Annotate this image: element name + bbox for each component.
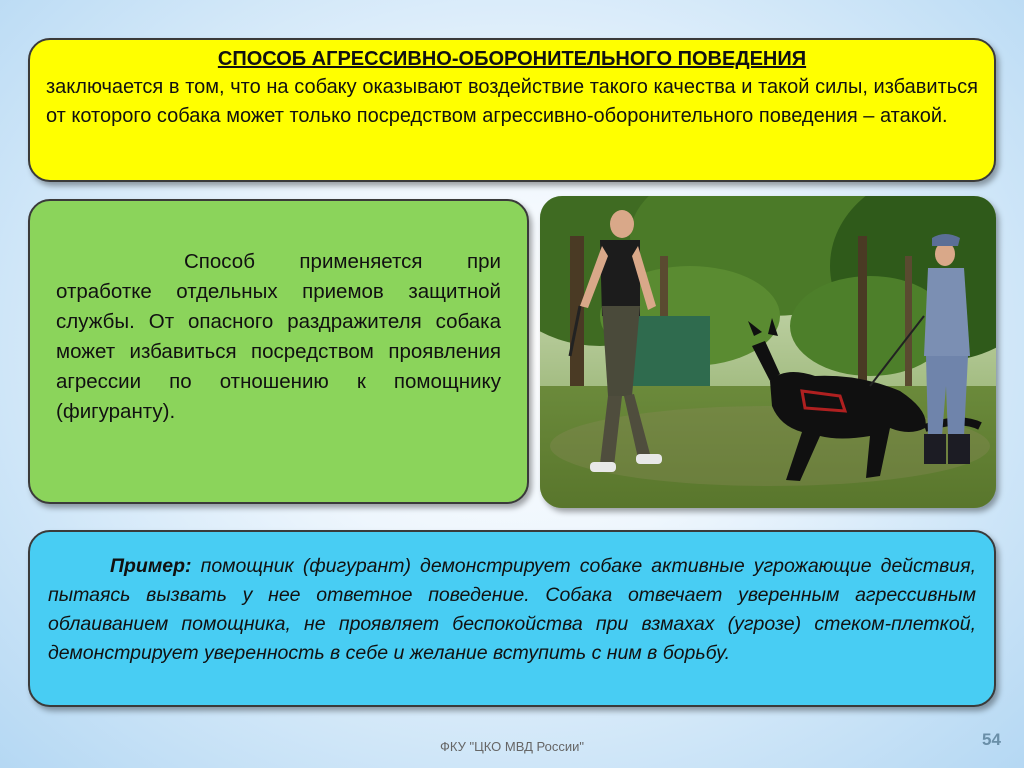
definition-title: СПОСОБ АГРЕССИВНО-ОБОРОНИТЕЛЬНОГО ПОВЕДЕНИЯ: [217, 48, 807, 70]
page-number: 54: [982, 730, 1001, 749]
footer-organization: ФКУ "ЦКО МВД России": [440, 739, 584, 754]
training-photo: [540, 196, 996, 508]
example-label: Пример:: [110, 555, 192, 577]
training-photo-illustration: [540, 196, 996, 508]
definition-text: заключается в том, что на собаку оказывают воздействие такого качества и такой силы, избавиться от которого собака может только посредством агрессивно-оборонительного поведения – атакой.: [46, 76, 978, 127]
example-box: [28, 530, 996, 707]
application-text: Способ применяется при отработке отдельных приемов защитной службы. От опасного раздражителя собака может избавиться посредством проявления агрессии по отношению к помощнику (фигуранту).: [56, 250, 501, 423]
definition-box: [28, 38, 996, 182]
application-box: [28, 199, 529, 504]
example-text: [48, 552, 976, 668]
example-body: помощник (фигурант) демонстрирует собаке активные угрожающие действия, пытаясь вызвать у нее ответное поведение. Собака отвечает уверенным агрессивным облаиванием помощника, не проявляет беспокойства при взмахах (угрозе) стеком-плеткой, демонстрирует уверенность в себе и желание вступить с ним в борьбу.: [48, 555, 976, 664]
